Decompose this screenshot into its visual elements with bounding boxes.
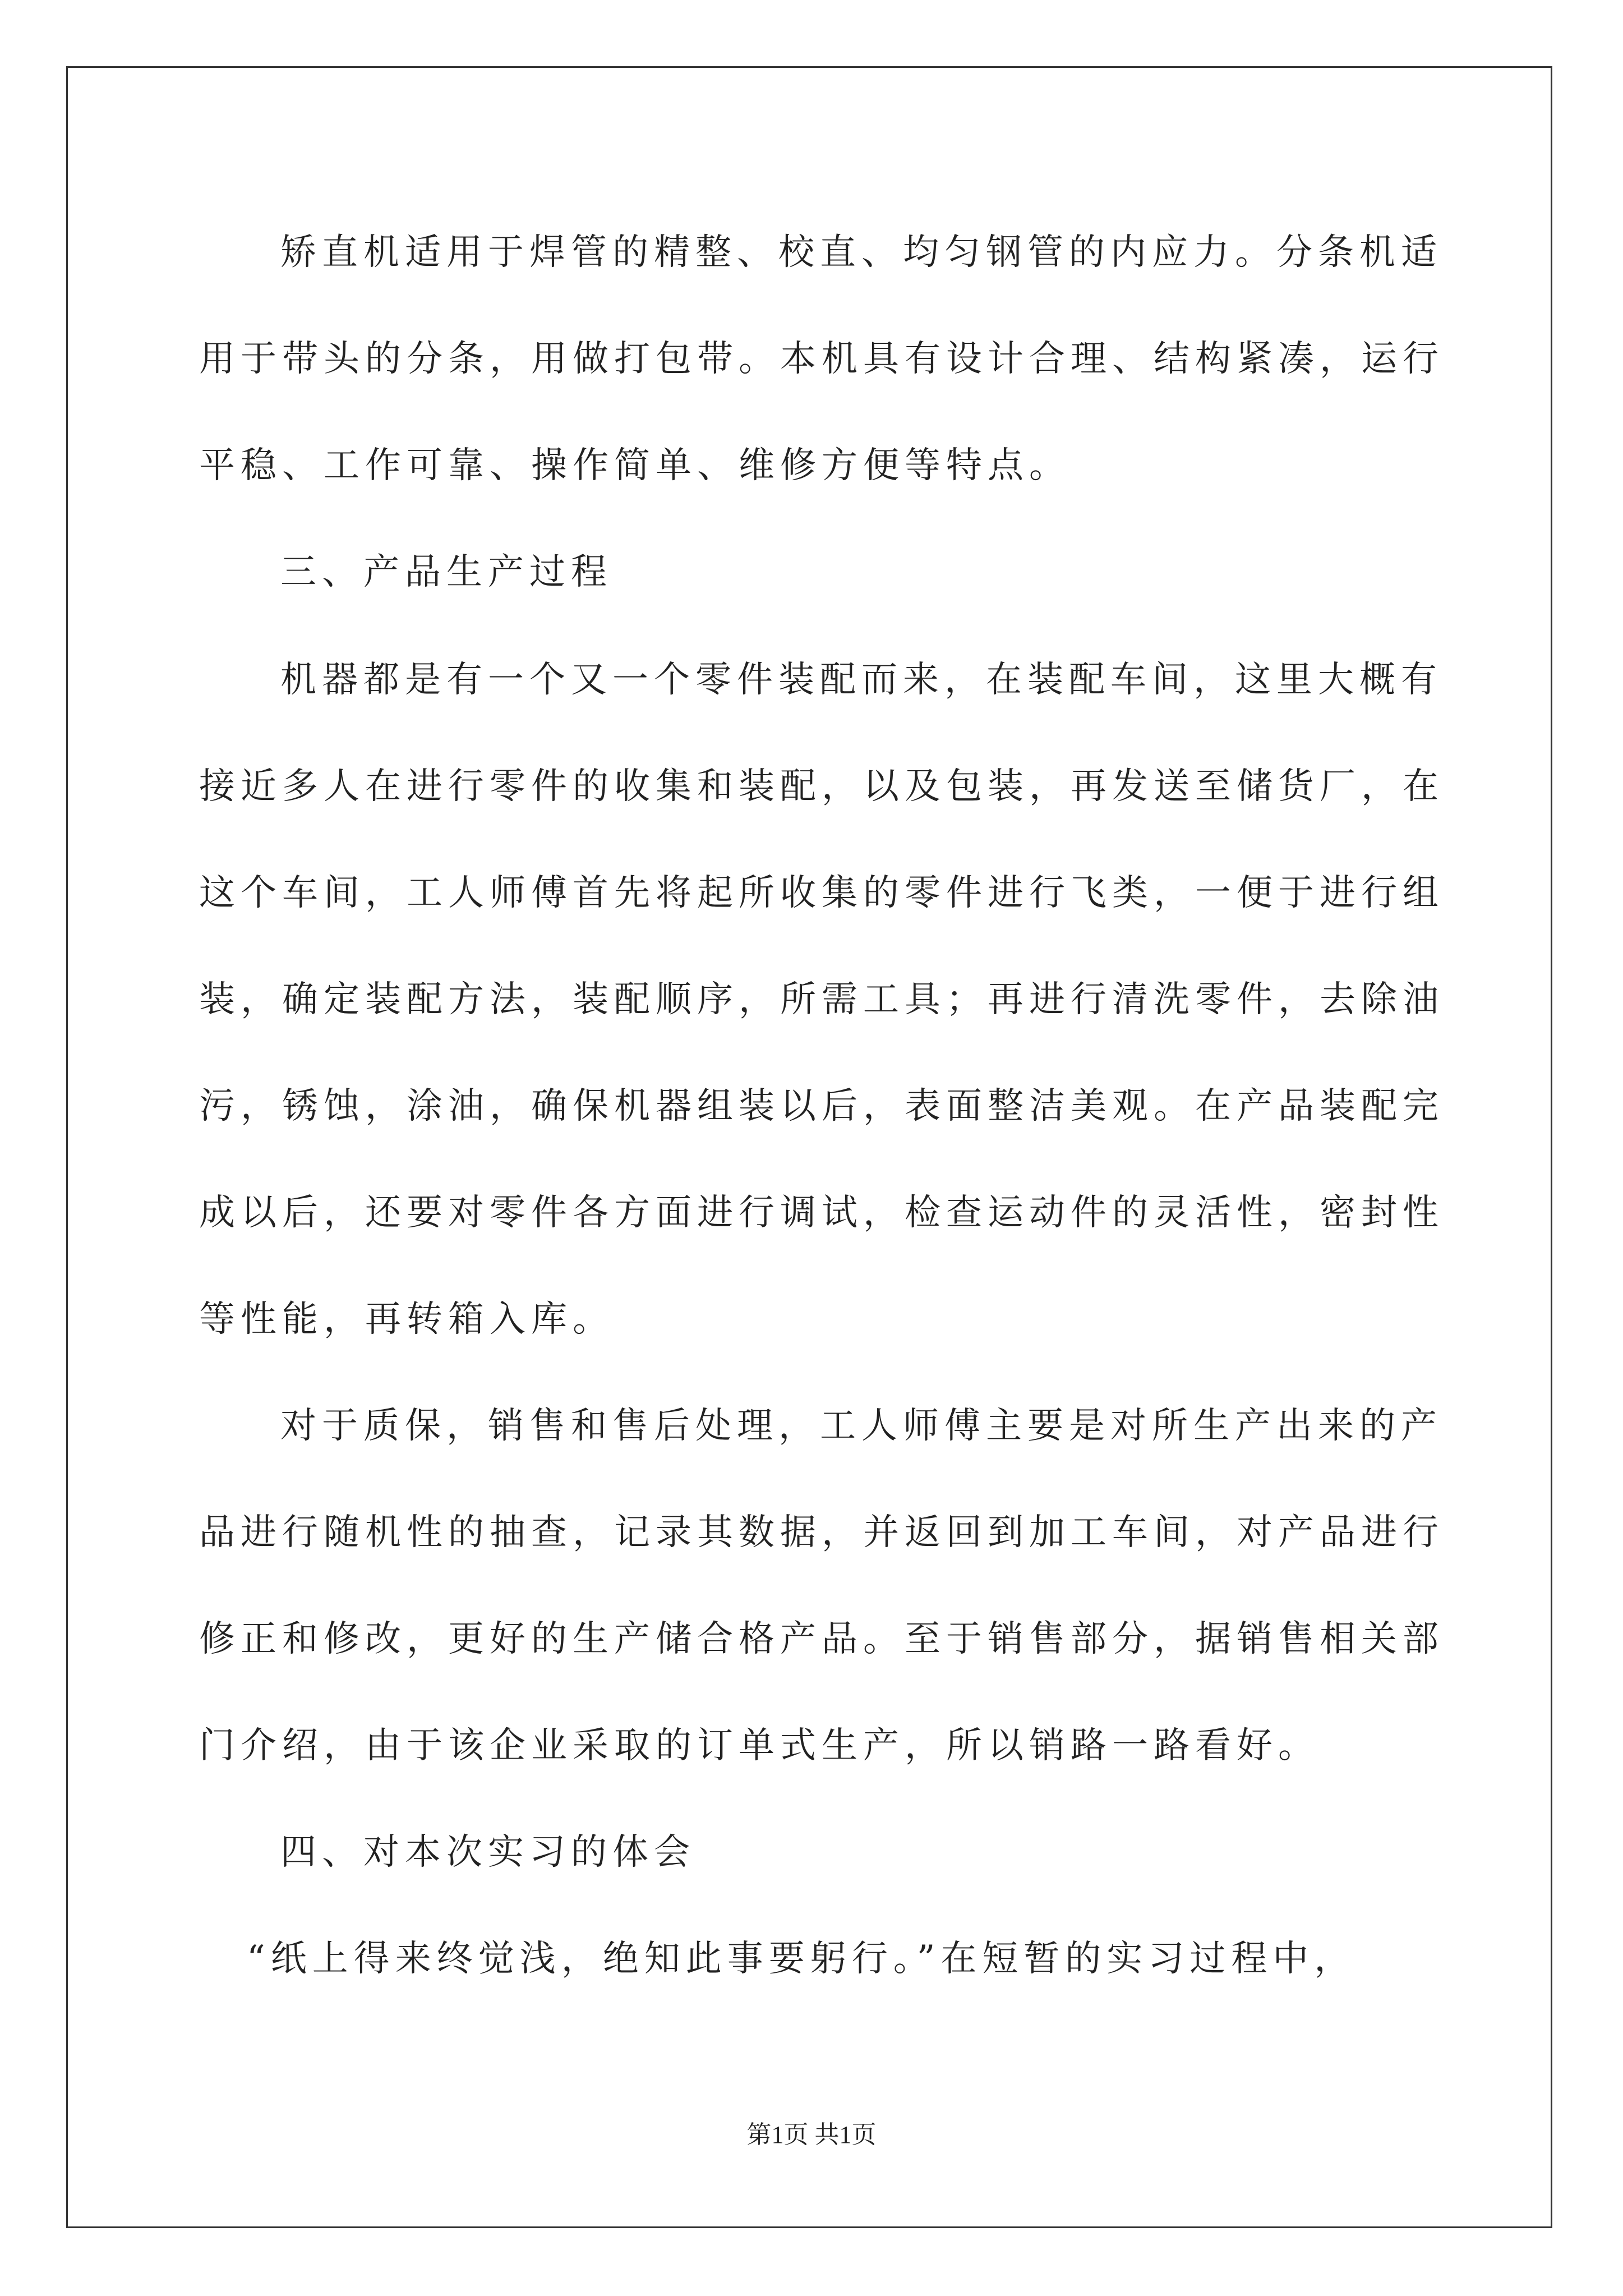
paragraph-line: 用于带头的分条，用做打包带。本机具有设计合理、结构紧凑，运行 bbox=[199, 338, 1444, 380]
paragraph-line: 污，锈蚀，涂油，确保机器组装以后，表面整洁美观。在产品装配完 bbox=[199, 1085, 1444, 1127]
paragraph-line: 品进行随机性的抽查，记录其数据，并返回到加工车间，对产品进行 bbox=[199, 1512, 1444, 1553]
section-heading: 四、对本次实习的体会 bbox=[280, 1832, 695, 1873]
paragraph-line: 机器都是有一个又一个零件装配而来，在装配车间，这里大概有 bbox=[280, 659, 1442, 701]
paragraph-line: 门介绍，由于该企业采取的订单式生产，所以销路一路看好。 bbox=[199, 1725, 1320, 1766]
paragraph-line: 接近多人在进行零件的收集和装配，以及包装，再发送至储货厂，在 bbox=[199, 766, 1444, 807]
page-border bbox=[66, 66, 1552, 2228]
paragraph-line: “纸上得来终觉浅，绝知此事要躬行。”在短暂的实习过程中， bbox=[247, 1938, 1356, 1980]
paragraph-line: 矫直机适用于焊管的精整、校直、均匀钢管的内应力。分条机适 bbox=[280, 232, 1442, 273]
paragraph-line: 对于质保，销售和售后处理，工人师傅主要是对所生产出来的产 bbox=[280, 1405, 1442, 1447]
section-heading: 三、产品生产过程 bbox=[280, 551, 612, 593]
paragraph-line: 平稳、工作可靠、操作简单、维修方便等特点。 bbox=[199, 445, 1071, 486]
page-footer: 第1页 共1页 bbox=[746, 2121, 877, 2148]
paragraph-line: 这个车间，工人师傅首先将起所收集的零件进行飞类，一便于进行组 bbox=[199, 872, 1444, 914]
paragraph-line: 成以后，还要对零件各方面进行调试，检查运动件的灵活性，密封性 bbox=[199, 1192, 1444, 1234]
paragraph-line: 修正和修改，更好的生产储合格产品。至于销售部分，据销售相关部 bbox=[199, 1618, 1444, 1660]
paragraph-line: 等性能，再转箱入库。 bbox=[199, 1299, 614, 1340]
paragraph-line: 装，确定装配方法，装配顺序，所需工具；再进行清洗零件，去除油 bbox=[199, 979, 1444, 1020]
